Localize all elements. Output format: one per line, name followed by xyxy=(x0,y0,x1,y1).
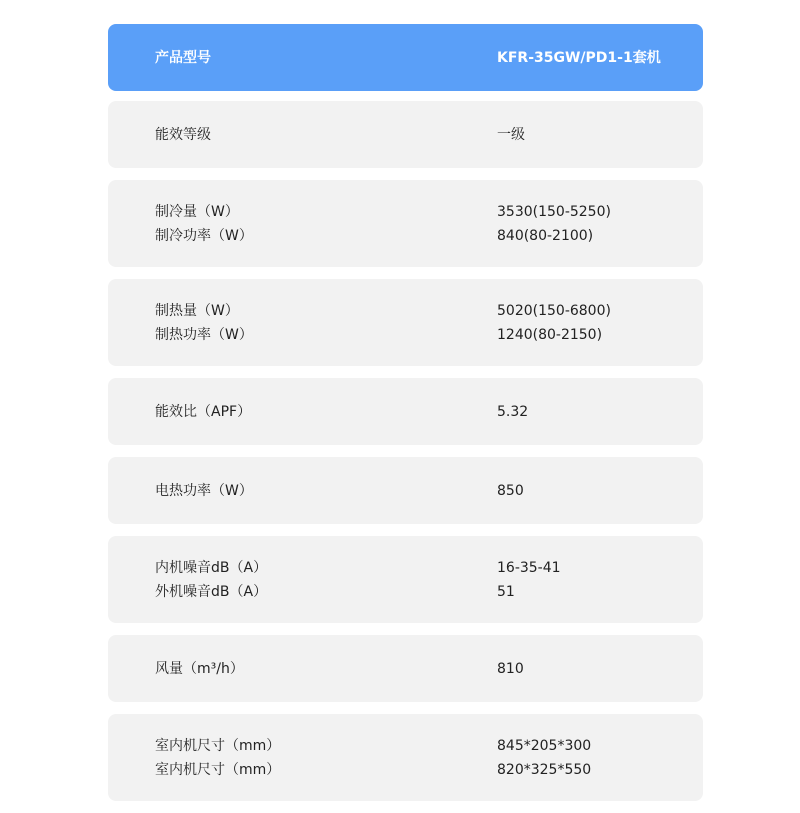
row-value xyxy=(497,123,697,147)
row-value-line: 850 xyxy=(497,482,524,499)
row-label xyxy=(155,479,455,503)
row-label-line: 外机噪音dB（A） xyxy=(155,583,268,600)
row-label xyxy=(155,123,455,147)
row-value-line: 一级 xyxy=(497,126,525,143)
row-label xyxy=(155,299,455,347)
row-label xyxy=(155,657,455,681)
row-value xyxy=(497,556,697,604)
row-value xyxy=(497,200,697,248)
row-value-line: 810 xyxy=(497,660,524,677)
spec-row-airflow xyxy=(108,635,703,702)
row-label-line: 制热量（W） xyxy=(155,302,239,319)
row-label-line: 室内机尺寸（mm） xyxy=(155,761,281,778)
row-label-line: 内机噪音dB（A） xyxy=(155,559,268,576)
spec-table xyxy=(108,24,703,813)
row-label xyxy=(155,200,455,248)
spec-row-electric-heat xyxy=(108,457,703,524)
row-value-line: 3530(150-5250) xyxy=(497,203,611,220)
row-value-line: 16-35-41 xyxy=(497,559,561,576)
row-value-line: 840(80-2100) xyxy=(497,227,594,244)
row-value xyxy=(497,400,697,424)
row-label-line: 电热功率（W） xyxy=(155,482,253,499)
row-value-line: 845*205*300 xyxy=(497,737,592,754)
spec-row-dimensions xyxy=(108,714,703,801)
row-label-line: 制热功率（W） xyxy=(155,326,253,343)
row-value-line: 1240(80-2150) xyxy=(497,326,603,343)
spec-row-efficiency-grade xyxy=(108,101,703,168)
row-value xyxy=(497,734,697,782)
header-value: KFR-35GW/PD1-1套机 xyxy=(497,49,661,66)
row-label-line: 风量（m³/h） xyxy=(155,660,244,677)
row-value-line: 51 xyxy=(497,583,515,600)
header-label: 产品型号 xyxy=(155,49,211,66)
spec-header-row xyxy=(108,24,703,91)
row-value xyxy=(497,299,697,347)
row-label xyxy=(155,556,455,604)
row-label-line: 制冷功率（W） xyxy=(155,227,253,244)
row-label xyxy=(155,734,455,782)
spec-row-cooling xyxy=(108,180,703,267)
row-label xyxy=(155,400,455,424)
row-value-line: 820*325*550 xyxy=(497,761,592,778)
spec-row-heating xyxy=(108,279,703,366)
row-label-line: 能效比（APF） xyxy=(155,403,252,420)
row-label-line: 室内机尺寸（mm） xyxy=(155,737,281,754)
spec-row-noise xyxy=(108,536,703,623)
spec-row-apf xyxy=(108,378,703,445)
row-label-line: 能效等级 xyxy=(155,126,211,143)
row-value-line: 5020(150-6800) xyxy=(497,302,611,319)
row-value-line: 5.32 xyxy=(497,403,529,420)
row-label-line: 制冷量（W） xyxy=(155,203,239,220)
row-value xyxy=(497,479,697,503)
row-value xyxy=(497,657,697,681)
